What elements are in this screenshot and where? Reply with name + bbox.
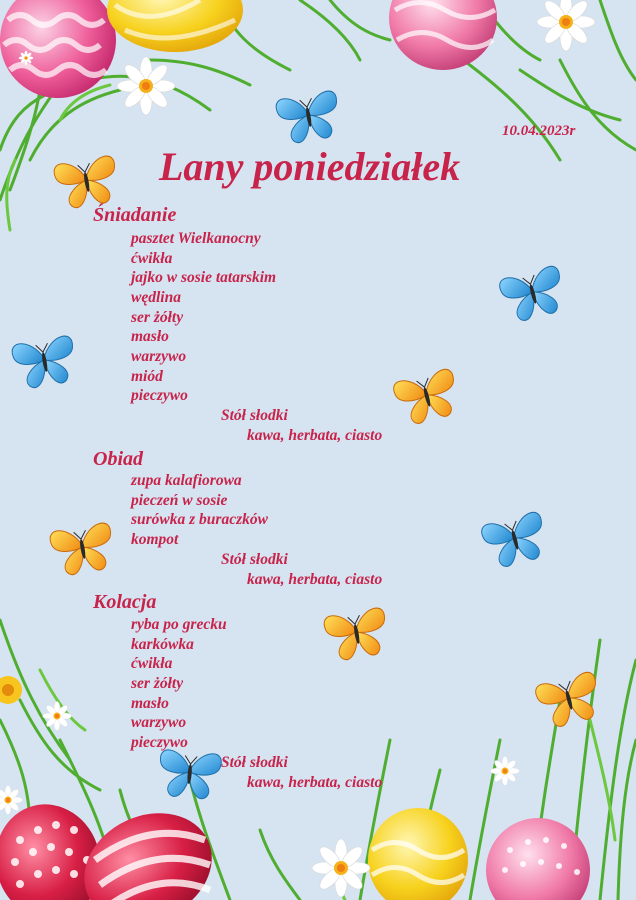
menu-item: pieczeń w sosie	[131, 492, 228, 509]
menu-item: miód	[131, 368, 163, 385]
sweet-table-label: Stół słodki	[221, 407, 288, 424]
menu-item: zupa kalafiorowa	[131, 472, 242, 489]
butterfly-orange-3	[49, 522, 117, 578]
menu-item: pieczywo	[131, 387, 188, 404]
sweet-table-items: kawa, herbata, ciasto	[247, 774, 383, 791]
bottom-eggs	[0, 793, 590, 900]
menu-item: jajko w sosie tatarskim	[131, 269, 277, 286]
sweet-table-items: kawa, herbata, ciasto	[247, 571, 383, 588]
menu-item: ćwikła	[131, 250, 173, 267]
menu-item: wędlina	[131, 289, 181, 306]
section-heading-breakfast: Śniadanie	[93, 204, 177, 226]
butterfly-orange-1	[53, 155, 121, 211]
page-title: Lany poniedziałek	[159, 144, 461, 189]
menu-item: masło	[131, 328, 169, 345]
menu-item: ryba po grecku	[131, 616, 227, 633]
butterfly-orange-4	[323, 607, 391, 663]
menu-item: pasztet Wielkanocny	[131, 230, 261, 247]
menu-date: 10.04.2023r	[502, 123, 576, 139]
butterfly-blue-1	[275, 90, 343, 146]
menu-item: kompot	[131, 531, 179, 548]
menu-item: masło	[131, 695, 169, 712]
sweet-table-label: Stół słodki	[221, 754, 288, 771]
menu-item: pieczywo	[131, 734, 188, 751]
section-heading-dinner: Kolacja	[93, 591, 157, 613]
menu-item: karkówka	[131, 636, 194, 653]
menu-item: ser żółty	[131, 309, 184, 326]
butterfly-blue-2	[498, 265, 569, 325]
menu-item: warzywo	[131, 348, 187, 365]
menu-item: ser żółty	[131, 675, 184, 692]
menu-item: ćwikła	[131, 655, 173, 672]
butterfly-blue-3	[11, 335, 79, 391]
top-eggs	[0, 0, 497, 114]
butterfly-blue-5	[157, 749, 222, 800]
menu-item: warzywo	[131, 714, 187, 731]
menu-item: surówka z buraczków	[131, 511, 268, 528]
butterfly-orange-5	[534, 671, 605, 731]
sweet-table-items: kawa, herbata, ciasto	[247, 427, 383, 444]
sweet-table-label: Stół słodki	[221, 551, 288, 568]
butterfly-blue-4	[480, 511, 551, 571]
section-heading-lunch: Obiad	[93, 448, 143, 470]
butterfly-orange-2	[392, 368, 463, 428]
